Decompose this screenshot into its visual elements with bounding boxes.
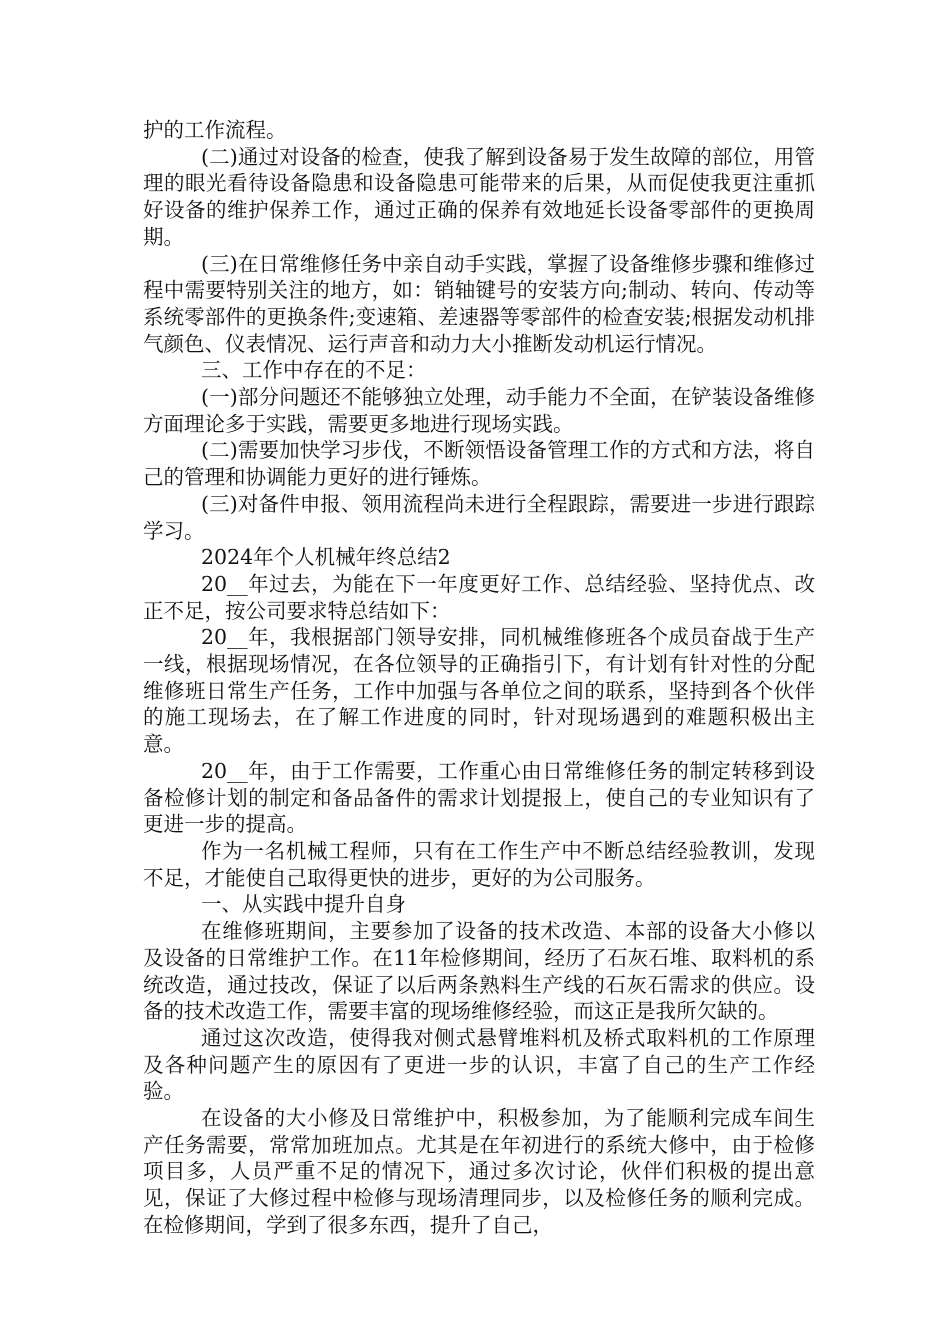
section-heading: 三、工作中存在的不足： bbox=[201, 358, 427, 383]
paragraph: 在设备的大小修及日常维护中，积极参加，为了能顺利完成车间生产任务需要，常常加班加点。尤其是在年初进行的系统大修中，由于检修项目多，人员严重不足的情况下，通过多次讨论，伙伴们积极的提出意见，保证了大修过程中检修与现场清理同步，以及检修任务的顺利完成。在检修期间，学到了很多东西，提升了自己， bbox=[143, 1106, 815, 1237]
section-heading: 一、从实践中提升自身 bbox=[201, 892, 406, 917]
paragraph: (二)通过对设备的检查，使我了解到设备易于发生故障的部位，用管理的眼光看待设备隐患和设备隐患可能带来的后果，从而促使我更注重抓好设备的维护保养工作，通过正确的保养有效地延长设备零部件的更换周期。 bbox=[143, 144, 815, 249]
paragraph: 通过这次改造，使得我对侧式悬臂堆料机及桥式取料机的工作原理及各种问题产生的原因有了更进一步的认识，丰富了自己的生产工作经验。 bbox=[143, 1025, 815, 1104]
paragraph: 护的工作流程。 bbox=[143, 118, 287, 142]
paragraph: 在维修班期间，主要参加了设备的技术改造、本部的设备大小修以及设备的日常维护工作。在11年检修期间，经历了石灰石堆、取料机的系统改造，通过技改，保证了以后两条熟料生产线的石灰石需求的供应。设备的技术改造工作，需要丰富的现场维修经验，而这正是我所欠缺的。 bbox=[143, 919, 815, 1024]
paragraph: 20__年过去，为能在下一年度更好工作、总结经验、坚持优点、改正不足，按公司要求特总结如下： bbox=[143, 571, 815, 623]
paragraph: (三)对备件申报、领用流程尚未进行全程跟踪，需要进一步进行跟踪学习。 bbox=[143, 491, 815, 543]
paragraph: (一)部分问题还不能够独立处理，动手能力不全面，在铲装设备维修方面理论多于实践，需要更多地进行现场实践。 bbox=[143, 385, 815, 436]
document-body bbox=[143, 117, 815, 1239]
paragraph: (二)需要加快学习步伐，不断领悟设备管理工作的方式和方法，将自己的管理和协调能力更好的进行锤炼。 bbox=[143, 438, 815, 490]
paragraph: 作为一名机械工程师，只有在工作生产中不断总结经验教训，发现不足，才能使自己取得更快的进步，更好的为公司服务。 bbox=[143, 838, 815, 890]
paragraph: (三)在日常维修任务中亲自动手实践，掌握了设备维修步骤和维修过程中需要特别关注的地方，如：销轴键号的安装方向;制动、转向、传动等系统零部件的更换条件;变速箱、差速器等零部件的检查安装;根据发动机排气颜色、仪表情况、运行声音和动力大小推断发动机运行情况。 bbox=[143, 251, 815, 356]
paragraph: 20__年，我根据部门领导安排，同机械维修班各个成员奋战于生产一线，根据现场情况，在各位领导的正确指引下，有计划有针对性的分配维修班日常生产任务，工作中加强与各单位之间的联系，坚持到各个伙伴的施工现场去，在了解工作进度的同时，针对现场遇到的难题积极出主意。 bbox=[143, 625, 815, 757]
paragraph: 20__年，由于工作需要，工作重心由日常维修任务的制定转移到设备检修计划的制定和备品备件的需求计划提报上，使自己的专业知识有了更进一步的提高。 bbox=[143, 758, 815, 837]
document-subtitle: 2024年个人机械年终总结2 bbox=[201, 545, 451, 570]
